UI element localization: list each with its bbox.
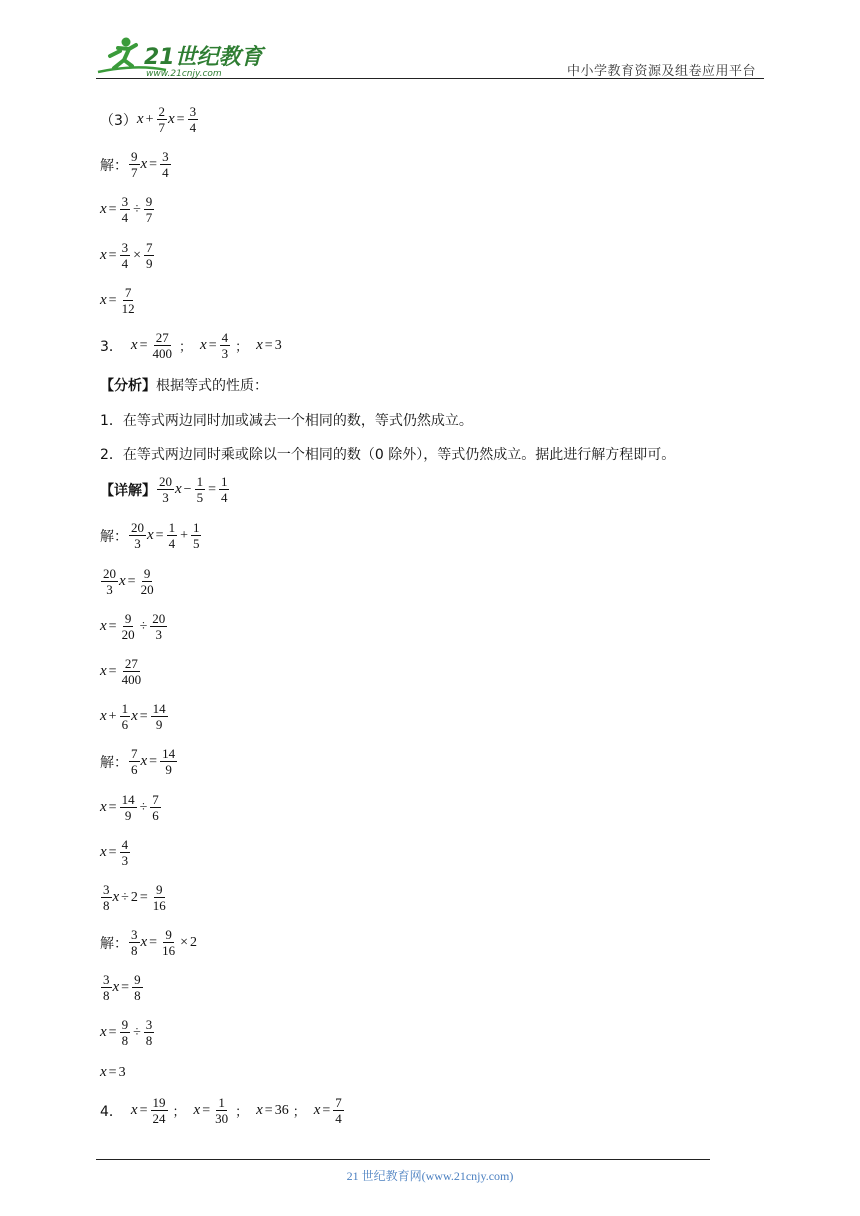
solve-label: 解： bbox=[100, 157, 128, 174]
text-label: 解： bbox=[100, 528, 128, 545]
detail-tag: 【详解】 bbox=[100, 482, 156, 499]
numerator: 3 bbox=[189, 104, 197, 119]
math-operator: = bbox=[202, 1102, 211, 1118]
fraction bbox=[213, 1095, 230, 1126]
numerator: 7 bbox=[145, 240, 153, 255]
fraction bbox=[333, 1095, 344, 1126]
numerator: 7 bbox=[124, 285, 132, 300]
fraction bbox=[160, 927, 177, 958]
numerator: 1 bbox=[168, 520, 176, 535]
denominator: 8 bbox=[134, 988, 141, 1003]
denominator: 9 bbox=[145, 256, 153, 271]
variable-x: x bbox=[100, 292, 107, 308]
fraction bbox=[120, 701, 131, 732]
answer-3 bbox=[100, 330, 282, 361]
fraction bbox=[129, 149, 140, 180]
variable-x: x bbox=[168, 111, 175, 127]
variable-x: x bbox=[140, 934, 148, 950]
numerator: 1 bbox=[192, 520, 200, 535]
numerator: 3 bbox=[145, 1017, 153, 1032]
denominator: 8 bbox=[103, 988, 110, 1003]
denominator: 24 bbox=[152, 1111, 166, 1126]
denominator: 20 bbox=[121, 627, 135, 642]
detail-equation-1-step-1 bbox=[100, 520, 202, 551]
site-logo[interactable] bbox=[96, 36, 266, 80]
fraction bbox=[120, 240, 131, 271]
denominator: 3 bbox=[155, 627, 163, 642]
text-label: 解： bbox=[100, 935, 128, 952]
header-divider bbox=[96, 78, 764, 79]
variable-x: x bbox=[112, 889, 120, 905]
denominator: 3 bbox=[162, 490, 169, 505]
fraction bbox=[188, 104, 199, 135]
footer-divider bbox=[96, 1159, 710, 1160]
denominator: 6 bbox=[152, 808, 159, 823]
variable-x: x bbox=[100, 663, 107, 679]
math-operator: = bbox=[176, 111, 185, 127]
denominator: 9 bbox=[124, 808, 132, 823]
denominator: 16 bbox=[162, 943, 176, 958]
variable-x: x bbox=[140, 156, 148, 172]
variable-x: x bbox=[147, 527, 154, 543]
numerator: 9 bbox=[165, 927, 172, 942]
numerator: 3 bbox=[103, 882, 110, 897]
detail-equation-3-result bbox=[100, 1064, 126, 1081]
numerator: 14 bbox=[152, 701, 166, 716]
math-operator: = bbox=[108, 663, 117, 679]
variable-x: x bbox=[175, 481, 182, 497]
math-operator: = bbox=[149, 156, 158, 172]
math-operator: = bbox=[139, 708, 148, 724]
variable-x: x bbox=[100, 247, 107, 263]
denominator: 16 bbox=[152, 898, 166, 913]
numerator: 7 bbox=[335, 1095, 342, 1110]
denominator: 3 bbox=[134, 536, 141, 551]
detail-equation-1-step-3 bbox=[100, 611, 168, 642]
detail-equation-3-step-2 bbox=[100, 972, 144, 1003]
math-operator: = bbox=[149, 934, 158, 950]
math-operator: = bbox=[108, 1064, 117, 1080]
math-operator: = bbox=[108, 618, 117, 634]
fraction bbox=[101, 972, 112, 1003]
fraction bbox=[160, 746, 177, 777]
math-operator: = bbox=[127, 573, 136, 589]
page-header bbox=[0, 0, 860, 90]
denominator: 8 bbox=[145, 1033, 153, 1048]
denominator: 400 bbox=[121, 672, 142, 687]
svg-text:www.21cnjy.com: www.21cnjy.com bbox=[146, 69, 222, 79]
numerator: 20 bbox=[159, 474, 172, 489]
detail-equation-2-step-1 bbox=[100, 746, 178, 777]
variable-x: x bbox=[131, 708, 138, 724]
fraction bbox=[167, 520, 178, 551]
math-operator: = bbox=[149, 753, 158, 769]
fraction bbox=[191, 520, 202, 551]
fraction bbox=[151, 882, 168, 913]
numerator: 9 bbox=[145, 194, 153, 209]
numerator: 9 bbox=[131, 149, 138, 164]
text-label: 1．在等式两边同时加或减去一个相同的数，等式仍然成立。 bbox=[100, 413, 473, 429]
detail-equation-2 bbox=[100, 701, 169, 732]
runner-logo-icon bbox=[96, 36, 266, 80]
math-operator: = bbox=[139, 1102, 148, 1118]
analysis-text: 根据等式的性质： bbox=[156, 378, 268, 394]
denominator: 4 bbox=[189, 120, 197, 135]
fraction bbox=[151, 1095, 168, 1126]
footer-link[interactable]: 21 世纪教育网(www.21cnjy.com) bbox=[346, 1169, 514, 1183]
fraction bbox=[219, 474, 230, 505]
numerator: 20 bbox=[103, 566, 116, 581]
math-operator: + bbox=[180, 527, 188, 543]
numerator: 3 bbox=[121, 240, 129, 255]
problem-3-step-3 bbox=[100, 240, 155, 271]
detail-equation-3-step-3 bbox=[100, 1017, 155, 1048]
text-label: 解： bbox=[100, 754, 128, 771]
denominator: 4 bbox=[121, 256, 129, 271]
math-operator: × bbox=[133, 247, 141, 263]
numerator: 1 bbox=[196, 474, 204, 489]
denominator: 4 bbox=[121, 210, 129, 225]
fraction bbox=[129, 746, 140, 777]
numerator: 7 bbox=[131, 746, 138, 761]
analysis-rule-1 bbox=[100, 410, 473, 430]
detail-equation-2-result bbox=[100, 837, 131, 868]
number: 2 bbox=[130, 889, 138, 905]
numerator: 9 bbox=[143, 566, 151, 581]
fraction bbox=[101, 566, 118, 597]
math-operator: ； bbox=[235, 340, 249, 355]
answer-label: 4． bbox=[100, 1103, 123, 1120]
numerator: 7 bbox=[152, 792, 159, 807]
denominator: 400 bbox=[152, 346, 172, 361]
answer-label: 3． bbox=[100, 338, 123, 355]
fraction bbox=[120, 611, 137, 642]
analysis-rule-2 bbox=[100, 444, 675, 464]
problem-3-result bbox=[100, 285, 138, 316]
var-x: x bbox=[136, 111, 144, 127]
math-operator: = bbox=[139, 889, 148, 905]
denominator: 20 bbox=[140, 582, 154, 597]
fraction bbox=[120, 792, 137, 823]
numerator: 19 bbox=[152, 1095, 166, 1110]
fraction bbox=[160, 149, 171, 180]
fraction bbox=[144, 1017, 155, 1048]
numerator: 9 bbox=[121, 1017, 129, 1032]
numerator: 20 bbox=[131, 520, 144, 535]
math-operator: = bbox=[208, 481, 216, 497]
math-operator: = bbox=[108, 247, 117, 263]
math-operator: ÷ bbox=[121, 889, 129, 905]
variable-x: x bbox=[140, 753, 148, 769]
numerator: 1 bbox=[220, 474, 228, 489]
numerator: 27 bbox=[124, 656, 138, 671]
numerator: 4 bbox=[221, 330, 229, 345]
problem-label: （3） bbox=[100, 112, 137, 129]
numerator: 14 bbox=[162, 746, 176, 761]
fraction bbox=[220, 330, 231, 361]
fraction bbox=[139, 566, 156, 597]
math-operator: ； bbox=[172, 1105, 186, 1120]
math-operator: = bbox=[108, 1024, 117, 1040]
denominator: 9 bbox=[155, 717, 163, 732]
math-operator: ÷ bbox=[133, 201, 141, 217]
fraction bbox=[144, 240, 155, 271]
math-operator: + bbox=[108, 708, 117, 724]
problem-3-step-1 bbox=[100, 149, 172, 180]
numerator: 1 bbox=[218, 1095, 225, 1110]
math-operator: = bbox=[155, 527, 164, 543]
detail-equation-1-result bbox=[100, 656, 144, 687]
numerator: 9 bbox=[134, 972, 141, 987]
variable-x: x bbox=[100, 708, 107, 724]
fraction bbox=[129, 927, 140, 958]
denominator: 6 bbox=[131, 762, 138, 777]
denominator: 3 bbox=[106, 582, 113, 597]
svg-text:21世纪教育: 21世纪教育 bbox=[144, 45, 263, 70]
detail-equation-1 bbox=[100, 474, 230, 505]
fraction bbox=[150, 611, 167, 642]
variable-x: x bbox=[313, 1102, 321, 1118]
text-label: 2．在等式两边同时乘或除以一个相同的数（0 除外），等式仍然成立。据此进行解方程即可。 bbox=[100, 447, 676, 463]
fraction bbox=[157, 104, 168, 135]
denominator: 12 bbox=[121, 301, 135, 316]
math-operator: ÷ bbox=[139, 618, 148, 634]
denominator: 6 bbox=[121, 717, 129, 732]
denominator: 5 bbox=[192, 536, 200, 551]
fraction bbox=[157, 474, 174, 505]
fraction bbox=[150, 792, 161, 823]
denominator: 7 bbox=[131, 165, 138, 180]
math-operator: = bbox=[108, 292, 117, 308]
fraction bbox=[120, 656, 144, 687]
denominator: 3 bbox=[221, 346, 229, 361]
math-operator: ； bbox=[292, 1105, 306, 1120]
denominator: 4 bbox=[162, 165, 169, 180]
denominator: 8 bbox=[121, 1033, 129, 1048]
math-operator: = bbox=[108, 844, 117, 860]
denominator: 8 bbox=[103, 898, 110, 913]
denominator: 3 bbox=[121, 853, 129, 868]
detail-equation-3 bbox=[100, 882, 169, 913]
fraction bbox=[120, 285, 137, 316]
variable-x: x bbox=[119, 573, 126, 589]
detail-equation-3-step-1 bbox=[100, 927, 197, 958]
math-operator: ÷ bbox=[133, 1024, 141, 1040]
variable-x: x bbox=[100, 844, 107, 860]
fraction bbox=[195, 474, 206, 505]
numerator: 2 bbox=[158, 104, 165, 119]
fraction bbox=[120, 837, 131, 868]
variable-x: x bbox=[130, 1102, 138, 1118]
detail-equation-2-step-2 bbox=[100, 792, 162, 823]
math-operator: = bbox=[108, 799, 117, 815]
denominator: 4 bbox=[220, 490, 228, 505]
denominator: 30 bbox=[215, 1111, 229, 1126]
number: 36 bbox=[274, 1102, 289, 1118]
denominator: 4 bbox=[168, 536, 176, 551]
variable-x: x bbox=[100, 1064, 107, 1080]
math-operator: × bbox=[180, 934, 188, 950]
math-operator: = bbox=[121, 979, 130, 995]
numerator: 1 bbox=[121, 701, 129, 716]
variable-x: x bbox=[100, 1024, 107, 1040]
variable-x: x bbox=[193, 1102, 201, 1118]
math-operator: ； bbox=[179, 340, 193, 355]
detail-equation-1-step-2 bbox=[100, 566, 157, 597]
numerator: 4 bbox=[121, 837, 129, 852]
numerator: 9 bbox=[156, 882, 163, 897]
numerator: 9 bbox=[124, 611, 132, 626]
numerator: 3 bbox=[121, 194, 129, 209]
numerator: 3 bbox=[131, 927, 138, 942]
fraction bbox=[120, 194, 131, 225]
analysis-heading bbox=[100, 375, 268, 395]
variable-x: x bbox=[200, 337, 207, 353]
numerator: 27 bbox=[155, 330, 169, 345]
fraction bbox=[151, 701, 168, 732]
number: 2 bbox=[189, 934, 197, 950]
math-operator: = bbox=[264, 337, 273, 353]
variable-x: x bbox=[256, 1102, 263, 1118]
variable-x: x bbox=[100, 618, 107, 634]
math-operator: ÷ bbox=[139, 799, 148, 815]
numerator: 14 bbox=[121, 792, 135, 807]
variable-x: x bbox=[100, 799, 107, 815]
numerator: 3 bbox=[103, 972, 110, 987]
math-operator: = bbox=[264, 1102, 273, 1118]
variable-x: x bbox=[256, 337, 263, 353]
number: 3 bbox=[118, 1064, 126, 1080]
denominator: 4 bbox=[335, 1111, 342, 1126]
problem-3-equation bbox=[100, 104, 199, 135]
math-operator: = bbox=[322, 1102, 331, 1118]
fraction bbox=[132, 972, 143, 1003]
denominator: 5 bbox=[196, 490, 204, 505]
denominator: 8 bbox=[131, 943, 138, 958]
denominator: 7 bbox=[158, 120, 165, 135]
fraction bbox=[151, 330, 175, 361]
fraction bbox=[101, 882, 112, 913]
math-operator: − bbox=[183, 481, 192, 497]
variable-x: x bbox=[112, 979, 120, 995]
site-slogan: 中小学教育资源及组卷应用平台 bbox=[566, 64, 756, 79]
denominator: 9 bbox=[165, 762, 172, 777]
op-plus: + bbox=[145, 111, 154, 127]
problem-3-step-2 bbox=[100, 194, 155, 225]
variable-x: x bbox=[100, 201, 107, 217]
fraction bbox=[120, 1017, 131, 1048]
math-operator: = bbox=[139, 337, 148, 353]
fraction bbox=[144, 194, 155, 225]
math-operator: = bbox=[208, 337, 217, 353]
answer-4 bbox=[100, 1095, 345, 1126]
fraction bbox=[129, 520, 146, 551]
number: 3 bbox=[274, 337, 282, 353]
numerator: 3 bbox=[162, 149, 169, 164]
denominator: 7 bbox=[145, 210, 153, 225]
math-operator: ； bbox=[235, 1105, 249, 1120]
math-operator: = bbox=[108, 201, 117, 217]
variable-x: x bbox=[130, 337, 138, 353]
numerator: 20 bbox=[152, 611, 166, 626]
analysis-tag: 【分析】 bbox=[100, 378, 156, 394]
